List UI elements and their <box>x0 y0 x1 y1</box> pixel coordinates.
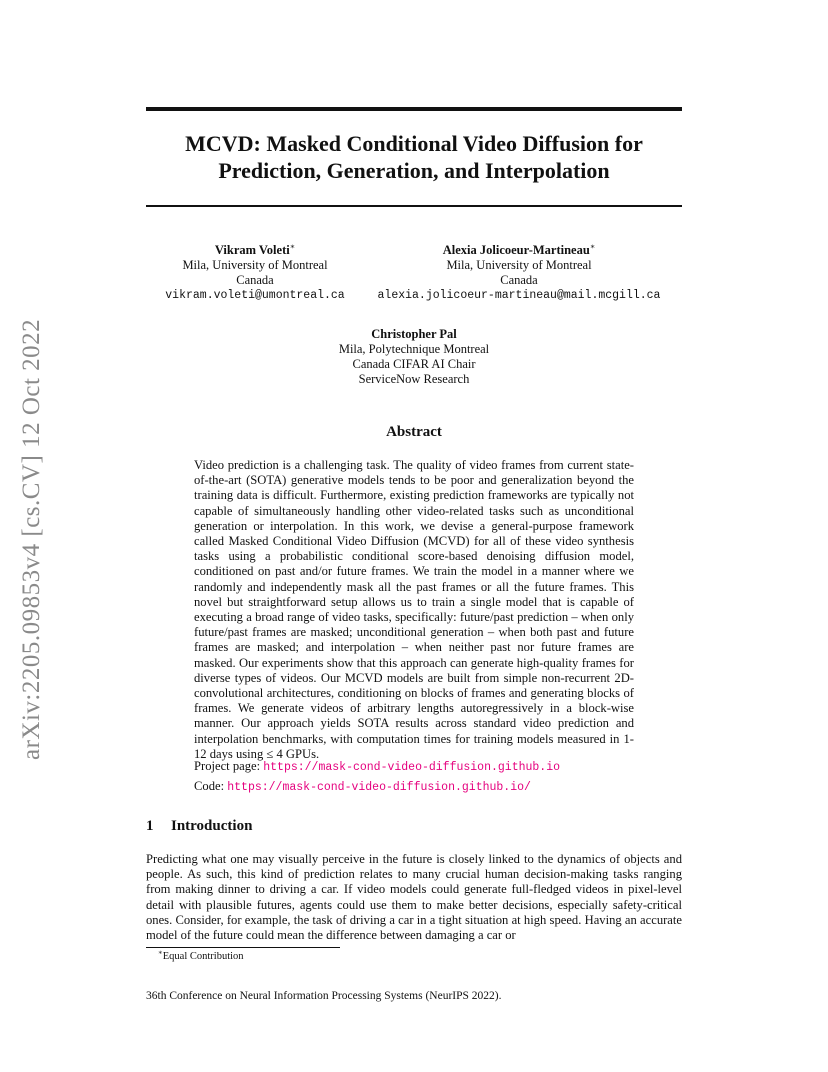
author-name: Alexia Jolicoeur-Martineau <box>442 243 590 257</box>
arxiv-identifier-text: arXiv:2205.09853v4 [cs.CV] 12 Oct 2022 <box>18 318 45 760</box>
author-affiliation: Canada <box>236 273 274 287</box>
conference-venue: 36th Conference on Neural Information Processing Systems (NeurIPS 2022). <box>146 990 502 1002</box>
equal-contribution-mark: ∗ <box>589 241 596 251</box>
arxiv-identifier-stamp <box>12 290 52 760</box>
author-email[interactable]: vikram.voleti@umontreal.ca <box>165 289 345 302</box>
author-affiliation: Mila, University of Montreal <box>446 258 592 272</box>
project-page-link[interactable]: https://mask-cond-video-diffusion.github.io <box>263 761 560 774</box>
section-heading-introduction <box>146 818 682 835</box>
footnote-mark: ∗ <box>158 948 163 957</box>
author-affiliation: Mila, Polytechnique Montreal <box>338 342 490 356</box>
author-block-pal <box>300 327 528 387</box>
author-affiliation: Canada CIFAR AI Chair <box>352 357 476 371</box>
author-affiliation: Mila, University of Montreal <box>182 258 328 272</box>
author-name: Christopher Pal <box>371 327 457 341</box>
author-block-voleti <box>155 243 355 303</box>
abstract-heading: Abstract <box>386 424 442 440</box>
title-top-rule <box>146 107 682 111</box>
footnote-rule <box>146 947 340 948</box>
footnote-text: Equal Contribution <box>162 951 244 962</box>
paper-title <box>146 130 682 184</box>
section-number: 1 <box>146 818 154 834</box>
code-label: Code: <box>194 779 225 793</box>
author-affiliation: Canada <box>500 273 538 287</box>
equal-contribution-mark: ∗ <box>289 241 296 251</box>
section-title: Introduction <box>171 818 253 834</box>
author-block-jolicoeur-martineau <box>366 243 672 303</box>
abstract-body: Video prediction is a challenging task. The quality of video frames from current state-of-the-art (SOTA) generative models tends to be poor and generalization beyond the training data is difficult. Furthermore, existing prediction frameworks are typically not capable of simultaneously handling other video-related tasks such as unconditional generation or interpolation. In this work, we devise a general-purpose framework called Masked Conditional Video Diffusion (MCVD) for all of these video synthesis tasks using a probabilistic conditional score-based denoising diffusion model, conditioned on past and/or future frames. We train the model in a manner where we randomly and independently mask all the past frames or all the future frames. This novel but straightforward setup allows us to train a single model that is capable of executing a broad range of video tasks, specifically: future/past prediction – when only future/past frames are masked; unconditional generation – when both past and future frames are masked; and interpolation – when neither past nor future frames are masked. Our experiments show that this approach can generate high-quality frames for diverse types of videos. Our MCVD models are built from simple non-recurrent 2D-convolutional architectures, conditioning on blocks of frames and generating blocks of frames. We generate videos of arbitrary lengths autoregressively in a block-wise manner. Our approach yields SOTA results across standard video prediction and interpolation benchmarks, with computation times for training models measured in 1-12 days using ≤ 4 GPUs. <box>194 458 634 761</box>
introduction-paragraph: Predicting what one may visually perceive in the future is closely linked to the dynamics of objects and people. As such, this kind of prediction relates to many crucial human decision-making tasks ranging from making dinner to driving a car. If video models could generate full-fledged videos in pixel-level detail with plausible futures, agents could use them to make better decisions, especially safety-critical ones. Consider, for example, the task of driving a car in a tight situation at high speed. Having an accurate model of the future could mean the difference between damaging a car or <box>146 852 682 943</box>
author-affiliation: ServiceNow Research <box>358 372 470 386</box>
code-link[interactable]: https://mask-cond-video-diffusion.github.io/ <box>227 781 531 794</box>
footnote <box>158 948 558 962</box>
title-line-1: MCVD: Masked Conditional Video Diffusion for <box>185 131 643 156</box>
title-bottom-rule <box>146 205 682 207</box>
project-links <box>194 757 634 797</box>
project-page-label: Project page: <box>194 759 261 773</box>
author-email[interactable]: alexia.jolicoeur-martineau@mail.mcgill.ca <box>377 289 661 302</box>
author-name: Vikram Voleti <box>214 243 290 257</box>
title-line-2: Prediction, Generation, and Interpolation <box>218 158 610 183</box>
